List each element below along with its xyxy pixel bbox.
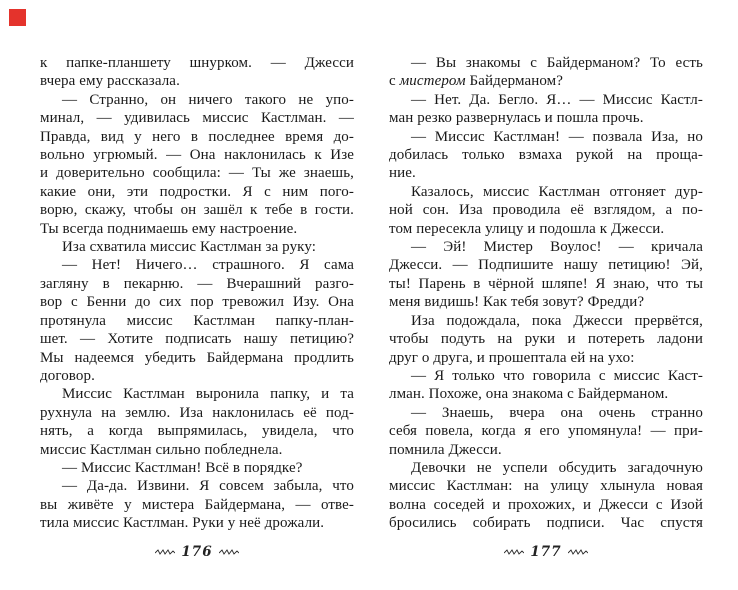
text-line: Девочки не успели обсудить загадочную	[411, 459, 703, 476]
text-line: — Нет. Да. Бегло. Я… — Миссис Кастл-	[411, 91, 703, 108]
text-line: помнила Джесси.	[389, 441, 502, 458]
page-number: 177	[530, 544, 562, 560]
text-line: бросились собирать подписи. Час спустя	[389, 515, 703, 532]
text-line: ной сон. Иза проводила её взглядом, а по-	[389, 202, 703, 219]
page-left-footer	[40, 544, 354, 560]
text-line: шет. — Хотите подписать нашу петицию?	[40, 331, 354, 348]
text-line: Джесси. — Подпишите нашу петицию! Эй,	[389, 257, 703, 274]
text-line: Ты всегда поднимаешь ему настроение.	[40, 220, 298, 237]
text-line: и доверительно сообщила: — Ты же знаешь,	[40, 165, 354, 182]
text-line: ние.	[389, 165, 416, 182]
text-line: вольно угрюмый. — Она наклонилась к Изе	[40, 147, 354, 164]
text-line: вы живёте у мистера Байдермана, — отве-	[40, 496, 354, 513]
text-line: том пересекла улицу и подошла к Джесси.	[389, 220, 665, 237]
text-line: ворю, скажу, чтобы он зашёл к тебе в гости.	[40, 202, 354, 219]
text-line: — Странно, он ничего такого не упо-	[62, 91, 354, 108]
text-line: минал, — удивилась миссис Кастлман. —	[40, 110, 354, 127]
text-line: — Я только что говорила с миссис Каст-	[411, 367, 703, 384]
text-line: вчера ему рассказала.	[40, 73, 180, 90]
text-line: — Миссис Кастлман! — позвала Иза, но	[411, 128, 703, 145]
text-line: волна соседей и прохожих, и Джесси с Изой	[389, 496, 703, 513]
page-number: 176	[181, 544, 213, 560]
page-right-text	[389, 54, 703, 533]
text-line: Казалось, миссис Кастлман отгоняет дур-	[411, 183, 703, 200]
text-line: Иза подождала, пока Джесси прервётся,	[411, 312, 703, 329]
zigzag-flourish-icon	[504, 548, 524, 556]
text-line: миссис Кастлман сильно побледнела.	[40, 441, 283, 458]
text-line: — Да-да. Извини. Я совсем забыла, что	[62, 478, 354, 495]
page-left-text	[40, 54, 354, 533]
text-line: Миссис Кастлман выронила папку, и та	[62, 386, 354, 403]
text-line: нять, а когда выпрямилась, увидела, что	[40, 423, 354, 440]
zigzag-flourish-icon	[219, 548, 239, 556]
text-line: — Нет! Ничего… страшного. Я сама	[62, 257, 354, 274]
text-line: с мистером Байдерманом?	[389, 73, 563, 90]
text-line: ты! Парень в чёрной шляпе! Я знаю, что ты	[389, 275, 703, 292]
text-line: себя повела, когда я его упомянула! — при-	[389, 423, 703, 440]
text-line: — Миссис Кастлман! Всё в порядке?	[62, 459, 303, 476]
text-line: к папке-планшету шнурком. — Джесси	[40, 55, 354, 71]
text-line: миссис Кастлман: на улицу хлынула новая	[389, 478, 703, 495]
text-line: Иза схватила миссис Кастлман за руку:	[62, 239, 317, 256]
page-left	[40, 54, 354, 533]
text-line: — Знаешь, вчера она очень странно	[411, 404, 703, 421]
text-line: Правда, вид у него в последнее время до-	[40, 128, 354, 145]
text-line: договор.	[40, 367, 95, 384]
text-line: тила миссис Кастлман. Руки у неё дрожали.	[40, 515, 325, 532]
text-line: — Вы знакомы с Байдерманом? То есть	[411, 55, 703, 71]
text-line: загляну в пекарню. — Вчерашний разго-	[40, 275, 354, 292]
text-line: лман. Похоже, она знакома с Байдерманом.	[389, 386, 669, 403]
text-line: вор с Бенни до сих пор тревожил Изу. Она	[40, 294, 354, 311]
zigzag-flourish-icon	[568, 548, 588, 556]
text-line: друг о друга, и прошептала ей на ухо:	[389, 349, 635, 366]
text-line: меня видишь! Как тебя зовут? Фредди?	[389, 294, 645, 311]
text-line: рухнула на землю. Иза наклонилась её под-	[40, 404, 354, 421]
page-right	[389, 54, 703, 533]
text-line: Мы надеемся убедить Байдермана продлить	[40, 349, 354, 366]
red-bookmark-square-icon[interactable]	[9, 9, 26, 26]
text-line: добилась только взмаха рукой на проща-	[389, 147, 703, 164]
page-right-footer	[389, 544, 703, 560]
text-line: какие они, эти подростки. Я с ним пого-	[40, 183, 354, 200]
text-line: — Эй! Мистер Воулос! — кричала	[411, 239, 703, 256]
text-line: ман резко развернулась и пошла прочь.	[389, 110, 644, 127]
zigzag-flourish-icon	[155, 548, 175, 556]
text-line: протянула миссис Кастлман папку-план-	[40, 312, 354, 329]
text-line: чтобы подуть на руки и потереть ладони	[389, 331, 703, 348]
